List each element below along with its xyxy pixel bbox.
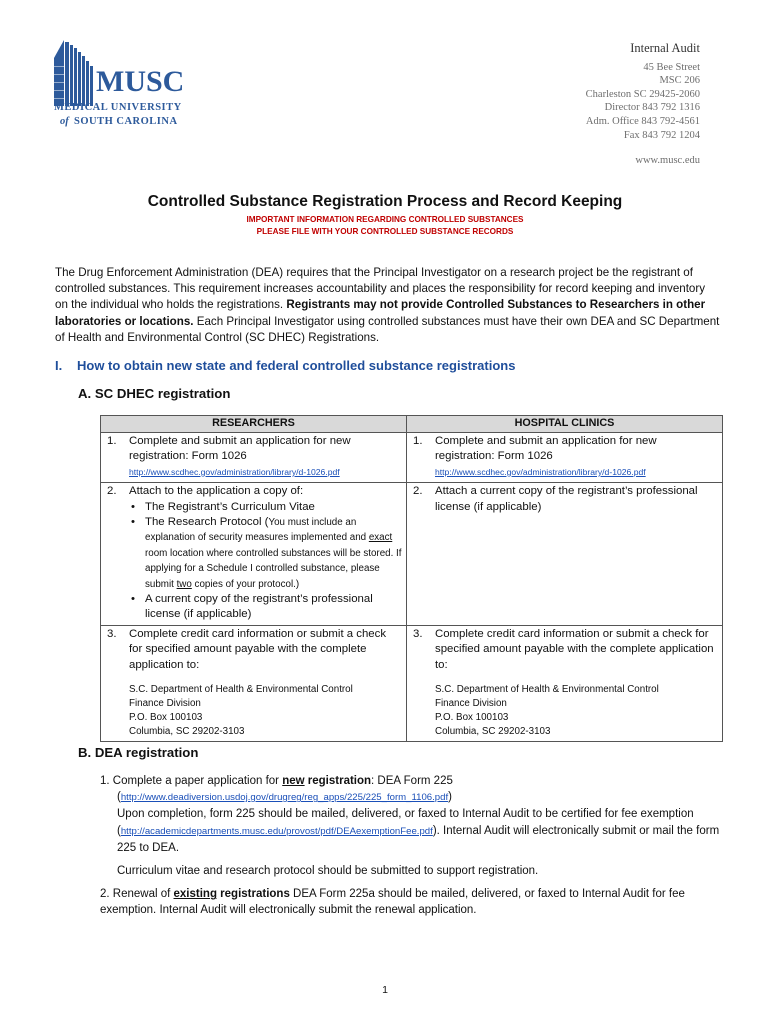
- subsection-dea-heading: B. DEA registration: [78, 745, 199, 760]
- svg-text:of: of: [60, 116, 69, 127]
- intro-text: The Drug Enforcement Administration (DEA) requires that the Principal Investigator on a research project be the registrant of controlled substances. This requirement increases accountability and places the responsibility for record keeping and inventory on the individual who holds the registrations.: [55, 266, 706, 312]
- dea-text: Upon completion, form 225 should be mailed, delivered, or faxed to Internal Audit to be certified for fee exemption: [117, 808, 694, 821]
- address-block: [586, 42, 700, 168]
- address-line: S.C. Department of Health & Environmental Control: [129, 684, 353, 696]
- table-cell: [101, 433, 407, 483]
- dea-item-1: [100, 773, 722, 789]
- dea-item-2: [100, 886, 722, 918]
- protocol-note-exact: exact: [368, 532, 393, 544]
- protocol-note-two: two: [176, 578, 192, 590]
- dea-paragraph: [100, 806, 722, 822]
- table-row: [101, 433, 723, 483]
- item-number: 2.: [413, 485, 423, 498]
- item-text: Attach a current copy of the registrant’s professional license (if applicable): [435, 485, 698, 513]
- address-line: P.O. Box 100103: [129, 712, 203, 724]
- bullet-icon: •: [131, 593, 135, 606]
- item-text: Complete and submit an application for new registration: Form 1026: [129, 435, 351, 463]
- dea-text: DEA Form 225a should be mailed, delivered, or faxed to Internal Audit for fee exemption. Internal Audit will electronically submit the renewal application.: [100, 888, 685, 917]
- bullet-icon: •: [131, 500, 135, 513]
- subsection-dhec-heading: A. SC DHEC registration: [78, 386, 231, 401]
- svg-text:SOUTH CAROLINA: SOUTH CAROLINA: [74, 116, 178, 127]
- bullet-text: A current copy of the registrant’s professional license (if applicable): [145, 593, 373, 621]
- page-number: 1: [382, 984, 388, 996]
- dea-link-line: (http://www.deadiversion.usdoj.gov/drugreg/reg_apps/225/225_form_1106.pdf): [117, 791, 452, 804]
- table-cell: [101, 625, 407, 741]
- dea-existing-emphasis: existing: [173, 888, 217, 901]
- musc-logo: [50, 36, 200, 128]
- intro-text-2: Each Principal Investigator using controlled substances must have their own DEA and SC Department of Health and Environmental Control (SC DHEC) Registrations.: [55, 314, 720, 344]
- address-line: Columbia, SC 29202-3103: [435, 726, 551, 738]
- dea-text: Internal Audit will electronically submit or mail the form 225 to DEA.: [117, 824, 720, 854]
- page-title: Controlled Substance Registration Process and Record Keeping: [147, 193, 623, 210]
- item-text: Complete credit card information or submit a check for specified amount payable with the complete application to:: [435, 627, 714, 671]
- dea-registrations-bold: registrations: [216, 888, 290, 901]
- address-line: Charleston SC 29425-2060: [585, 88, 700, 100]
- table-row: [101, 625, 723, 741]
- item-number: 2.: [107, 485, 117, 498]
- dea-exemption-fee-link[interactable]: http://academicdepartments.musc.edu/provost/pdf/DEAexemptionFee.pdf: [120, 825, 433, 837]
- protocol-note: You must include an explanation of security measures implemented and: [145, 517, 369, 544]
- bullet-text: The Registrant’s Curriculum Vitae: [145, 500, 315, 513]
- section-heading: [55, 358, 515, 373]
- musc-building-icon: [50, 36, 200, 128]
- dea-form-225-link[interactable]: http://www.deadiversion.usdoj.gov/drugreg/reg_apps/225/225_form_1106.pdf: [120, 792, 449, 804]
- address-line: P.O. Box 100103: [435, 712, 509, 724]
- registration-table: [100, 415, 723, 742]
- section-title: How to obtain new state and federal controlled substance registrations: [77, 358, 516, 373]
- table-cell: [407, 625, 723, 741]
- address-line: Finance Division: [129, 698, 201, 710]
- mailing-address: [413, 673, 718, 739]
- form-1026-link[interactable]: http://www.scdhec.gov/administration/library/d-1026.pdf: [435, 466, 646, 477]
- protocol-note: room location where controlled substances will be stored. If applying for a Schedule I controlled substance, please submit: [145, 547, 402, 590]
- dea-new-emphasis: new: [282, 775, 305, 787]
- address-line: Finance Division: [435, 698, 507, 710]
- dea-text: Curriculum vitae and research protocol should be submitted to support registration.: [117, 865, 539, 878]
- intro-bold-text: Registrants may not provide Controlled Substances to Researchers in other laboratories or locations.: [55, 298, 706, 328]
- dea-text: 1. Complete a paper application for: [100, 775, 283, 787]
- notice-important: IMPORTANT INFORMATION REGARDING CONTROLLED SUBSTANCES: [246, 215, 524, 224]
- item-number: 1.: [107, 435, 117, 447]
- intro-paragraph: [55, 265, 720, 346]
- table-cell: [101, 483, 407, 626]
- mailing-address: [107, 673, 402, 739]
- dea-paragraph: [100, 863, 722, 879]
- protocol-label: The Research Protocol (: [145, 516, 269, 529]
- dea-text: : DEA Form 225: [371, 775, 453, 787]
- dea-paragraph: (http://academicdepartments.musc.edu/provost/pdf/DEAexemptionFee.pdf). Internal Audit will electronically submit or mail the form 225 to DEA.: [117, 824, 720, 854]
- notice-file: PLEASE FILE WITH YOUR CONTROLLED SUBSTANCE RECORDS: [256, 227, 514, 236]
- bullet-icon: •: [131, 516, 135, 529]
- section-number: I.: [55, 358, 63, 373]
- svg-text:MUSC: MUSC: [96, 65, 185, 98]
- item-number: 3.: [413, 627, 423, 640]
- dea-instructions: [100, 773, 722, 919]
- address-line: Adm. Office 843 792-4561: [585, 115, 700, 127]
- address-line: Fax 843 792 1204: [623, 129, 700, 141]
- table-cell: [407, 483, 723, 626]
- table-cell: [407, 433, 723, 483]
- svg-text:MEDICAL UNIVERSITY: MEDICAL UNIVERSITY: [54, 102, 182, 113]
- bullet-text: [145, 515, 402, 592]
- item-text: Attach to the application a copy of:: [129, 485, 304, 498]
- form-1026-link[interactable]: http://www.scdhec.gov/administration/library/d-1026.pdf: [129, 466, 340, 477]
- item-number: 1.: [413, 435, 423, 447]
- dea-text: 2. Renewal of: [100, 888, 174, 901]
- protocol-note: copies of your protocol.): [191, 578, 300, 590]
- item-number: 3.: [107, 627, 117, 640]
- address-line: Columbia, SC 29202-3103: [129, 726, 245, 738]
- item-text: Complete credit card information or submit a check for specified amount payable with the complete application to:: [129, 627, 387, 671]
- address-line: MSC 206: [659, 75, 700, 87]
- item-text: Complete and submit an application for new registration: Form 1026: [435, 435, 657, 463]
- table-row: [101, 483, 723, 626]
- column-header-researchers: RESEARCHERS: [101, 416, 407, 433]
- column-header-hospital-clinics: HOSPITAL CLINICS: [407, 416, 723, 433]
- address-line: 45 Bee Street: [643, 61, 700, 73]
- address-line: S.C. Department of Health & Environmental Control: [435, 684, 659, 696]
- address-line: Director 843 792 1316: [604, 102, 700, 114]
- website-link[interactable]: www.musc.edu: [635, 155, 700, 167]
- department-name: Internal Audit: [630, 41, 700, 55]
- dea-registration-bold: registration: [304, 775, 372, 787]
